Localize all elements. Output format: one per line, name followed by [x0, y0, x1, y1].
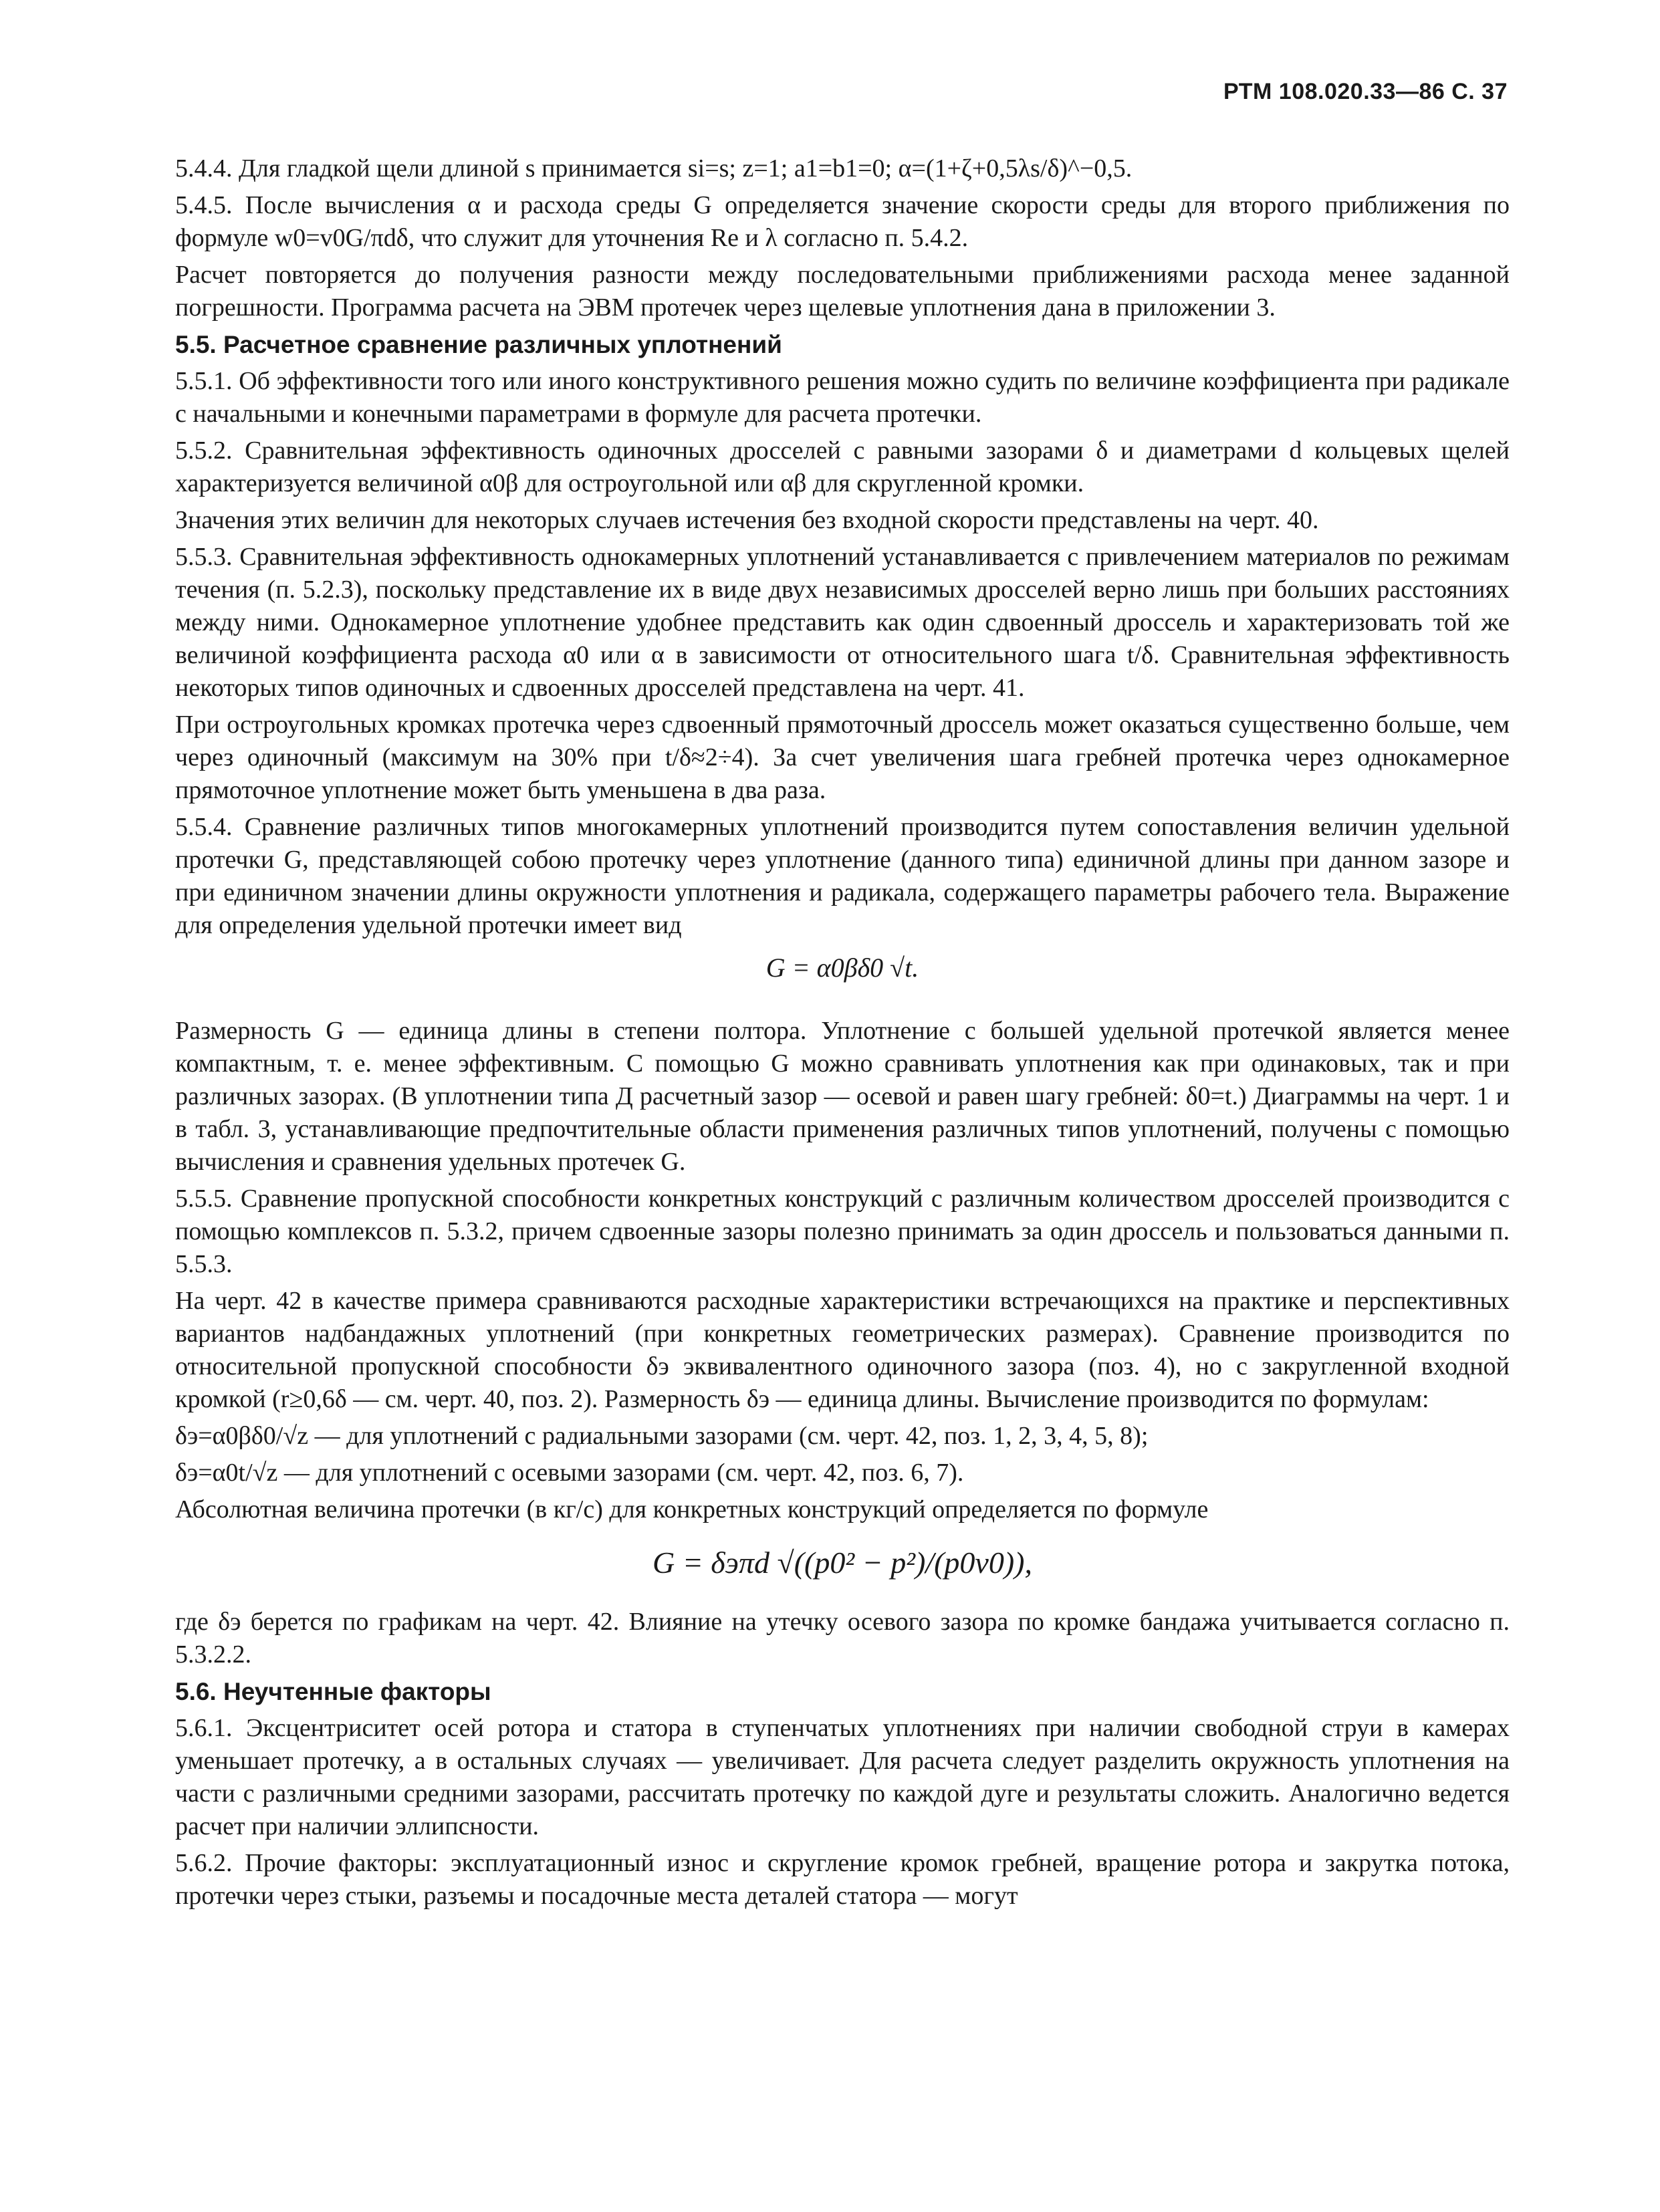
paragraph-5-6-2: 5.6.2. Прочие факторы: эксплуатационный износ и скругление кромок гребней, вращение ротора и закрутка потока, протечки через стыки, разъемы и посадочные места деталей статора — могут	[175, 1849, 1510, 1910]
paragraph-sharp-edges: При остроугольных кромках протечка через сдвоенный прямоточный дроссель может оказаться существенно больше, чем через одиночный (максимум на 30% при t/δ≈2÷4). За счет увеличения шага гребней протечка через однокамерное прямоточное уплотнение может быть уменьшена в два раза.	[175, 711, 1510, 804]
document-body	[175, 152, 1510, 1917]
paragraph-5-5-3: 5.5.3. Сравнительная эффективность однокамерных уплотнений устанавливается с привлечением материалов по режимам течения (п. 5.2.3), поскольку представление их в виде двух независимых дросселей верно лишь при больших расстояниях между ними. Однокамерное уплотнение удобнее представить как один сдвоенный дроссель и характеризовать той же величиной коэффициента расхода α0 или α в зависимости от относительного шага t/δ. Сравнительная эффективность некоторых типов одиночных и сдвоенных дросселей представлена на черт. 41.	[175, 543, 1510, 702]
formula-specific-leakage: G = α0βδ0 √t.	[765, 953, 919, 983]
paragraph-dimension-g: Размерность G — единица длины в степени полтора. Уплотнение с большей удельной протечкой является менее компактным, т. е. менее эффективным. С помощью G можно сравнивать уплотнения как при одинаковых, так и при различных зазорах. (В уплотнении типа Д расчетный зазор — осевой и равен шагу гребней: δ0=t.) Диаграммы на черт. 1 и в табл. 3, устанавливающие предпочтительные области применения различных типов уплотнений, получены с помощью вычисления и сравнения удельных протечек G.	[175, 1017, 1510, 1176]
formula-line-radial: δэ=α0βδ0/√z — для уплотнений с радиальными зазорами (см. черт. 42, поз. 1, 2, 3, 4, 5, 8);	[175, 1422, 1149, 1450]
paragraph-absolute-leakage: Абсолютная величина протечки (в кг/с) для конкретных конструкций определяется по формуле	[175, 1495, 1209, 1523]
paragraph-5-4-5: 5.4.5. После вычисления α и расхода среды G определяется значение скорости среды для второго приближения по формуле w0=v0G/πdδ, что служит для уточнения Re и λ согласно п. 5.4.2.	[175, 191, 1510, 252]
paragraph-5-5-1: 5.5.1. Об эффективности того или иного конструктивного решения можно судить по величине коэффициента при радикале с начальными и конечными параметрами в формуле для расчета протечки.	[175, 367, 1510, 428]
paragraph-5-6-1: 5.6.1. Эксцентриситет осей ротора и статора в ступенчатых уплотнениях при наличии свободной струи в камерах уменьшает протечку, а в остальных случаях — увеличивает. Для расчета следует разделить окружность уплотнения на части с различными средними зазорами, рассчитать протечку по каждой дуге и результаты сложить. Аналогично ведется расчет при наличии эллипсности.	[175, 1714, 1510, 1840]
running-header: РТМ 108.020.33—86 С. 37	[1223, 79, 1508, 104]
section-heading-5-5: 5.5. Расчетное сравнение различных уплотнений	[175, 331, 782, 358]
paragraph-5-5-4: 5.5.4. Сравнение различных типов многокамерных уплотнений производится путем сопоставления величин удельной протечки G, представляющей собою протечку через уплотнение (данного типа) единичной длины при данном зазоре и при единичном значении длины окружности уплотнения и радикала, содержащего параметры рабочего тела. Выражение для определения удельной протечки имеет вид	[175, 813, 1510, 939]
paragraph-chart-42: На черт. 42 в качестве примера сравниваются расходные характеристики встречающихся на практике и перспективных вариантов надбандажных уплотнений (при конкретных геометрических размерах). Сравнение производится по относительной пропускной способности δэ эквивалентного одиночного зазора (поз. 4), но с закругленной входной кромкой (r≥0,6δ — см. черт. 40, поз. 2). Размерность δэ — единица длины. Вычисление производится по формулам:	[175, 1287, 1510, 1413]
paragraph-where-delta: где δэ берется по графикам на черт. 42. Влияние на утечку осевого зазора по кромке бандажа учитывается согласно п. 5.3.2.2.	[175, 1608, 1510, 1669]
paragraph-5-5-2: 5.5.2. Сравнительная эффективность одиночных дросселей с равными зазорами δ и диаметрами d кольцевых щелей характеризуется величиной α0β для остроугольной или αβ для скругленной кромки.	[175, 437, 1510, 497]
formula-line-axial: δэ=α0t/√z — для уплотнений с осевыми зазорами (см. черт. 42, поз. 6, 7).	[175, 1459, 964, 1487]
formula-absolute-leakage: G = δэπd √((p0² − p²)/(p0v0)),	[653, 1546, 1032, 1580]
paragraph-5-4-4: 5.4.4. Для гладкой щели длиной s принимается si=s; z=1; a1=b1=0; α=(1+ζ+0,5λs/δ)^−0,5.	[175, 154, 1133, 182]
paragraph-calc-repeat: Расчет повторяется до получения разности между последовательными приближениями расхода менее заданной погрешности. Программа расчета на ЭВМ протечек через щелевые уплотнения дана в приложении 3.	[175, 261, 1510, 322]
section-heading-5-6: 5.6. Неучтенные факторы	[175, 1678, 491, 1705]
paragraph-5-5-5: 5.5.5. Сравнение пропускной способности конкретных конструкций с различным количеством дросселей производится с помощью комплексов п. 5.3.2, причем сдвоенные зазоры полезно принимать за один дроссель и пользоваться данными п. 5.5.3.	[175, 1185, 1510, 1278]
paragraph-values-chart-40: Значения этих величин для некоторых случаев истечения без входной скорости представлены на черт. 40.	[175, 506, 1319, 534]
